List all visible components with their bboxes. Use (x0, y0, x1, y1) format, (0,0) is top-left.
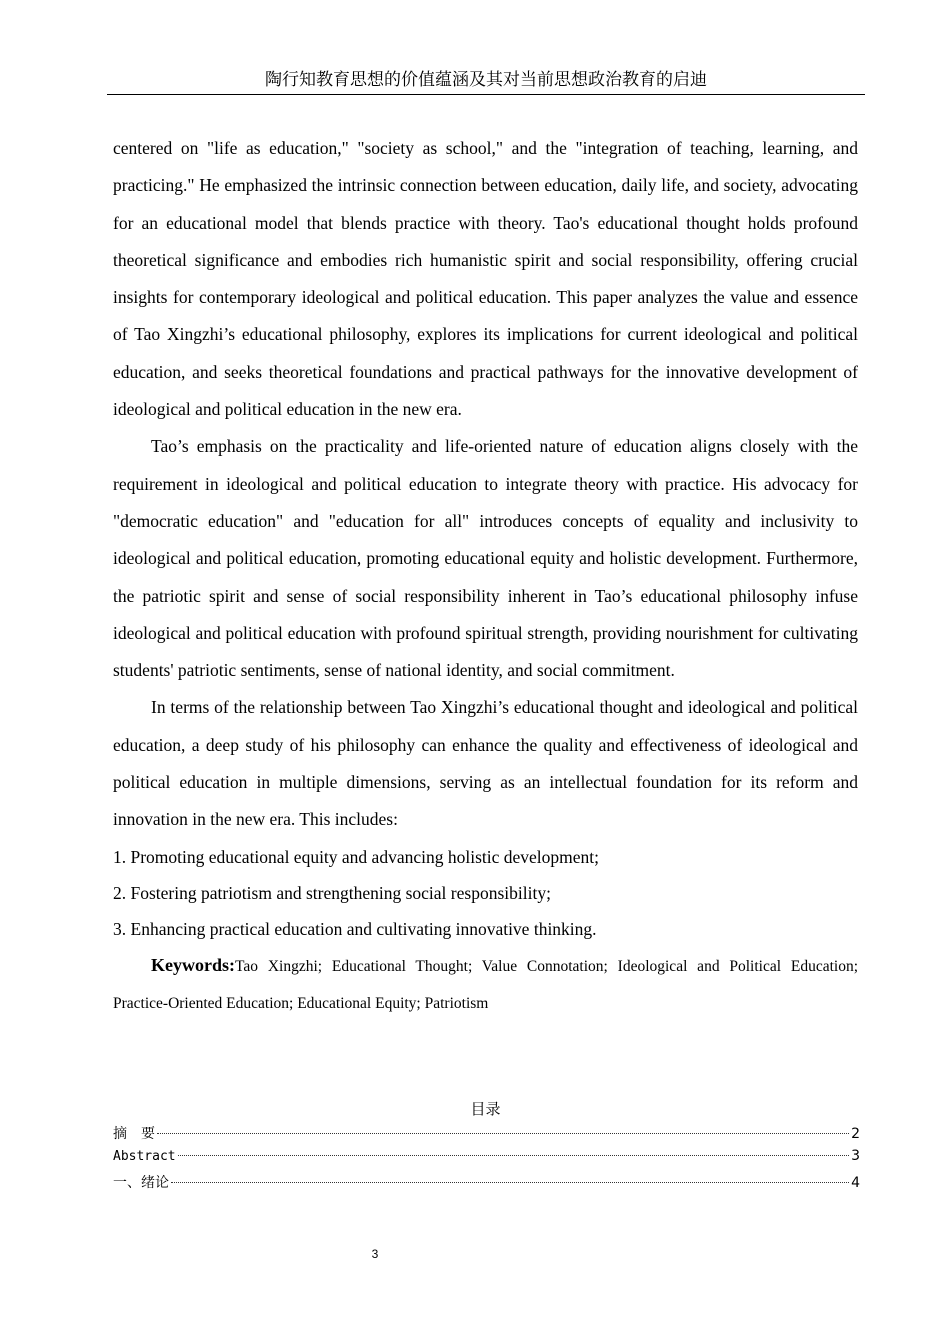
list-item: 2. Fostering patriotism and strengthening social responsibility; (113, 882, 551, 903)
toc-entry-page: 2 (851, 1126, 860, 1142)
toc-entry-page: 4 (851, 1175, 860, 1191)
toc-leader-dots (178, 1155, 849, 1156)
keywords-text: Tao Xingzhi; Educational Thought; Value Connotation; Ideological and Political Education; Practice-Oriented Education; Educational Equity; Patriotism (113, 957, 858, 1012)
running-header: 陶行知教育思想的价值蕴涵及其对当前思想政治教育的启迪 (107, 68, 865, 95)
toc-leader-dots (171, 1182, 849, 1183)
toc-leader-dots (157, 1133, 849, 1134)
paragraph: In terms of the relationship between Tao Xingzhi’s educational thought and ideological and political education, a deep study of his philosophy can enhance the quality and effectiveness of ideological and political education in multiple dimensions, serving as an intellectual foundation for its reform and innovation in the new era. This includes: (113, 697, 858, 830)
paragraph: centered on "life as education," "society as school," and the "integration of teaching, learning, and practicing." He emphasized the intrinsic connection between education, daily life, and society, advocating for an educational model that blends practice with theory. Tao's educational thought holds profound theoretical significance and embodies rich humanistic spirit and social responsibility, offering crucial insights for contemporary ideological and political education. This paper analyzes the value and essence of Tao Xingzhi’s educational philosophy, explores its implications for current ideological and political education, and seeks theoretical foundations and practical pathways for the innovative development of ideological and political education in the new era. (113, 138, 858, 420)
list-item: 3. Enhancing practical education and cultivating innovative thinking. (113, 918, 597, 939)
toc-entry-page: 3 (851, 1147, 860, 1164)
toc-entry[interactable] (113, 1172, 860, 1197)
toc-entry[interactable] (113, 1123, 860, 1148)
toc-entry[interactable] (113, 1148, 860, 1173)
keywords-label: Keywords: (151, 954, 235, 975)
toc-entry-label: Abstract (113, 1148, 176, 1164)
toc-entry-label: 摘 要 (113, 1126, 155, 1142)
abstract-body (113, 130, 858, 1022)
keywords (113, 947, 858, 1022)
toc-title: 目录 (470, 1100, 501, 1118)
list-item: 1. Promoting educational equity and advancing holistic development; (113, 846, 600, 867)
page-number: 3 (371, 1247, 379, 1261)
paragraph: Tao’s emphasis on the practicality and life-oriented nature of education aligns closely with the requirement in ideological and political education to integrate theory with practice. His advocacy for "democratic education" and "education for all" introduces concepts of equality and inclusivity to ideological and political education, promoting educational equity and holistic development. Furthermore, the patriotic spirit and sense of social responsibility inherent in Tao’s educational philosophy infuse ideological and political education with profound spiritual strength, providing nourishment for cultivating students' patriotic sentiments, sense of national identity, and social commitment. (113, 436, 858, 681)
table-of-contents (113, 1123, 860, 1197)
toc-entry-label: 一、绪论 (113, 1175, 169, 1191)
